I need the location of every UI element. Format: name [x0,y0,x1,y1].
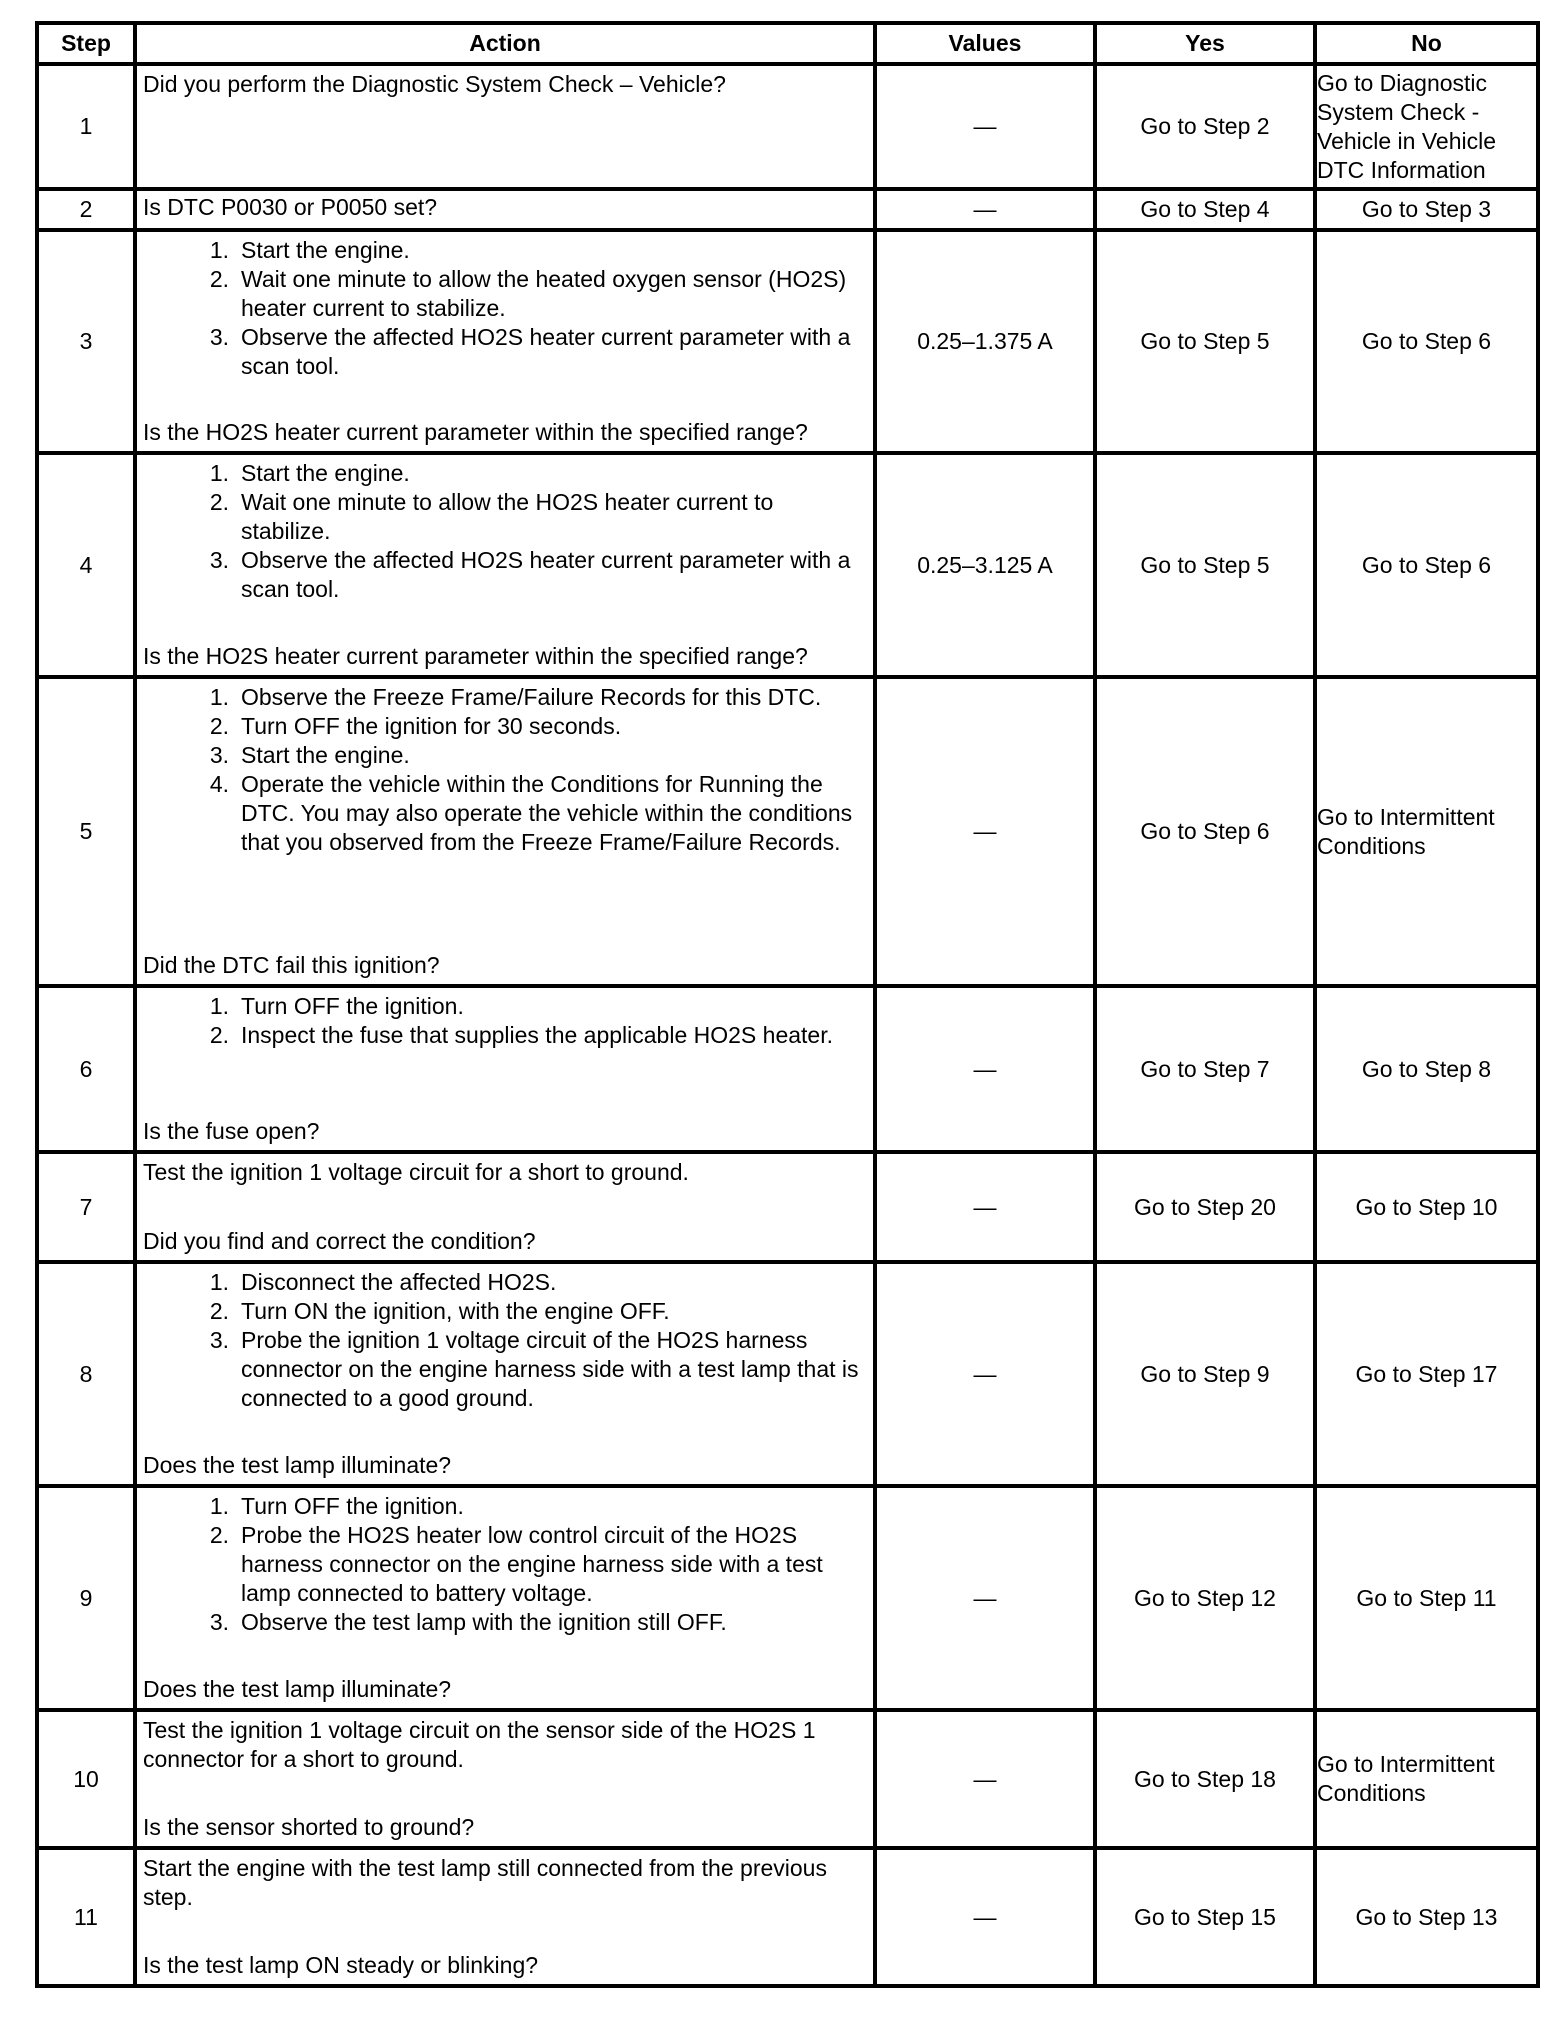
action-text: Did you perform the Diagnostic System Check – Vehicle? [143,71,726,97]
step-number: 10 [37,1710,135,1848]
action-steps: 1. Observe the Freeze Frame/Failure Records for this DTC. 2. Turn OFF the ignition for 30 seconds. 3. Start the engine. 4. Operate the vehicle within the Conditions for Running the DTC. You may also operate the vehicle within the conditions that you observed from the Freeze Frame/Failure Records. [209,684,853,855]
action-cell [135,189,875,230]
action-steps: 1. Turn OFF the ignition. 2. Probe the HO2S heater low control circuit of the HO2S harness connector on the engine harness side with a test lamp connected to battery voltage. 3. Observe the test lamp with the ignition still OFF. [209,1493,823,1635]
no-cell: Go to Step 6 [1315,453,1538,677]
value-cell: — [875,1710,1095,1848]
step-number: 3 [37,230,135,453]
yes-cell: Go to Step 4 [1095,189,1315,230]
action-cell [135,677,875,986]
no-cell: Go to Step 17 [1315,1262,1538,1486]
action-cell [135,1262,875,1486]
step-number: 5 [37,677,135,986]
table-row [37,453,1538,677]
action-question: Is the HO2S heater current parameter within the specified range? [143,643,808,669]
value-cell: — [875,1152,1095,1262]
action-cell [135,1486,875,1710]
value-cell: 0.25–1.375 A [875,230,1095,453]
yes-cell: Go to Step 2 [1095,64,1315,189]
header-no: No [1315,23,1538,64]
header-step: Step [37,23,135,64]
value-cell: — [875,1486,1095,1710]
table-row [37,986,1538,1152]
yes-cell: Go to Step 5 [1095,453,1315,677]
table-row [37,230,1538,453]
header-yes: Yes [1095,23,1315,64]
step-number: 6 [37,986,135,1152]
step-number: 8 [37,1262,135,1486]
header-values: Values [875,23,1095,64]
step-number: 4 [37,453,135,677]
action-question: Does the test lamp illuminate? [143,1676,452,1702]
no-cell: Go to Intermittent Conditions [1315,1710,1538,1848]
action-question: Did the DTC fail this ignition? [143,952,440,978]
step-number: 11 [37,1848,135,1986]
action-text: Is DTC P0030 or P0050 set? [143,194,438,220]
yes-cell: Go to Step 9 [1095,1262,1315,1486]
action-steps: 1. Start the engine. 2. Wait one minute to allow the heated oxygen sensor (HO2S) heater current to stabilize. 3. Observe the affected HO2S heater current parameter with a scan tool. [209,237,851,379]
step-number: 9 [37,1486,135,1710]
action-cell [135,986,875,1152]
no-cell: Go to Step 6 [1315,230,1538,453]
action-question: Is the test lamp ON steady or blinking? [143,1952,539,1978]
diagnostic-table [35,21,1540,1988]
yes-cell: Go to Step 15 [1095,1848,1315,1986]
no-cell: Go to Step 3 [1315,189,1538,230]
action-text: Start the engine with the test lamp still connected from the previous step. [143,1855,827,1910]
action-cell [135,1152,875,1262]
no-cell: Go to Diagnostic System Check - Vehicle in Vehicle DTC Information [1315,64,1538,189]
table-row [37,1486,1538,1710]
yes-cell: Go to Step 6 [1095,677,1315,986]
action-steps: 1. Disconnect the affected HO2S. 2. Turn ON the ignition, with the engine OFF. 3. Probe the ignition 1 voltage circuit of the HO2S harness connector on the engine harness side with a test lamp that is connected to a good ground. [209,1269,859,1411]
value-cell: — [875,677,1095,986]
step-number: 1 [37,64,135,189]
table-row [37,1152,1538,1262]
action-cell [135,1848,875,1986]
action-steps: 1. Start the engine. 2. Wait one minute to allow the HO2S heater current to stabilize. 3. Observe the affected HO2S heater current parameter with a scan tool. [209,460,851,602]
header-action: Action [135,23,875,64]
action-question: Is the HO2S heater current parameter within the specified range? [143,419,808,445]
table-row [37,677,1538,986]
table-row [37,1848,1538,1986]
value-cell: — [875,189,1095,230]
action-cell [135,453,875,677]
no-cell: Go to Step 11 [1315,1486,1538,1710]
value-cell: — [875,986,1095,1152]
action-text: Test the ignition 1 voltage circuit on the sensor side of the HO2S 1 connector for a short to ground. [143,1717,816,1772]
action-cell [135,230,875,453]
yes-cell: Go to Step 18 [1095,1710,1315,1848]
table-row [37,64,1538,189]
no-cell: Go to Step 10 [1315,1152,1538,1262]
yes-cell: Go to Step 7 [1095,986,1315,1152]
yes-cell: Go to Step 20 [1095,1152,1315,1262]
action-text: Test the ignition 1 voltage circuit for a short to ground. [143,1159,689,1185]
header-row [37,23,1538,64]
table-row [37,1710,1538,1848]
no-cell: Go to Step 8 [1315,986,1538,1152]
yes-cell: Go to Step 12 [1095,1486,1315,1710]
value-cell: — [875,1262,1095,1486]
action-cell [135,64,875,189]
value-cell: — [875,1848,1095,1986]
action-question: Is the fuse open? [143,1118,320,1144]
value-cell: 0.25–3.125 A [875,453,1095,677]
value-cell: — [875,64,1095,189]
action-question: Is the sensor shorted to ground? [143,1814,475,1840]
action-cell [135,1710,875,1848]
action-question: Did you find and correct the condition? [143,1228,536,1254]
table-row [37,189,1538,230]
action-question: Does the test lamp illuminate? [143,1452,452,1478]
step-number: 2 [37,189,135,230]
table-row [37,1262,1538,1486]
no-cell: Go to Intermittent Conditions [1315,677,1538,986]
step-number: 7 [37,1152,135,1262]
no-cell: Go to Step 13 [1315,1848,1538,1986]
yes-cell: Go to Step 5 [1095,230,1315,453]
action-steps: 1. Turn OFF the ignition. 2. Inspect the fuse that supplies the applicable HO2S heater. [209,993,833,1048]
